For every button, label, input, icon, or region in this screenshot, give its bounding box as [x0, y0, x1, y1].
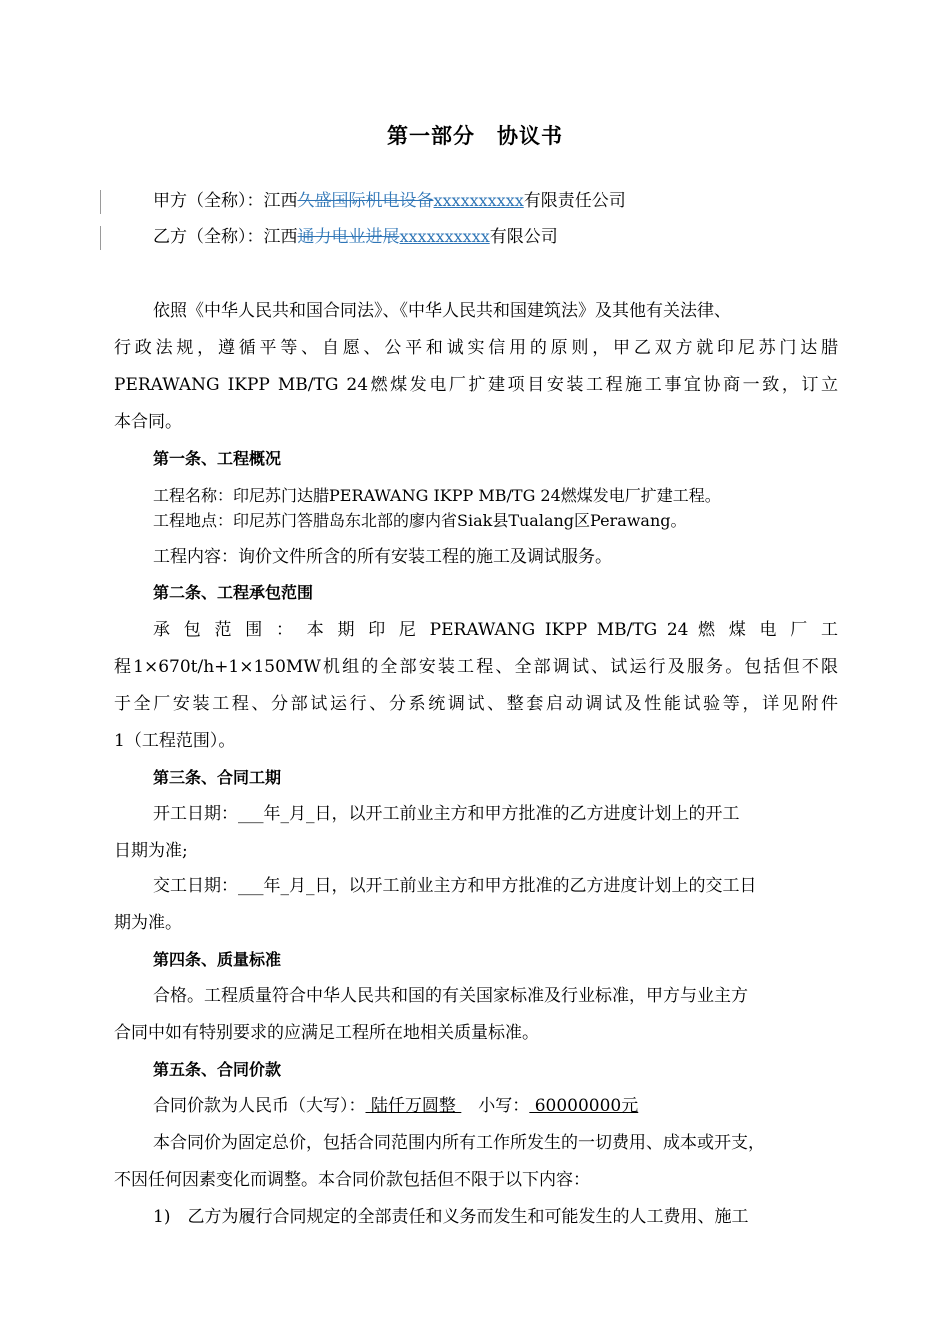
price-item: 1) 乙方为履行合同规定的全部责任和义务而发生和可能发生的人工费用、施工	[153, 1207, 749, 1227]
article-heading: 第一条、工程概况	[153, 449, 282, 468]
price-lower-label: 小写：	[461, 1096, 530, 1116]
party-a-inserted-text: xxxxxxxxxx	[433, 191, 524, 210]
start-date-line: 开工日期：___年_月_日，以开工前业主方和甲方批准的乙方进度计划上的开工	[153, 804, 740, 824]
article-heading: 第三条、合同工期	[153, 768, 282, 787]
end-date-line: 交工日期：___年_月_日，以开工前业主方和甲方批准的乙方进度计划上的交工日	[153, 876, 757, 896]
price-desc-line: 不因任何因素变化而调整。本合同价款包括但不限于以下内容：	[114, 1170, 590, 1190]
scope-line: 程1×670t/h+1×150MW机组的全部安装工程、全部调试、试运行及服务。包括但不限	[114, 657, 838, 677]
party-a-label: 甲方（全称）：江西	[153, 191, 298, 211]
article-heading: 第二条、工程承包范围	[153, 583, 314, 602]
quality-line: 合格。工程质量符合中华人民共和国的有关国家标准及行业标准，甲方与业主方	[153, 986, 748, 1006]
party-b-deleted-text: 通力电业进展	[297, 227, 400, 247]
quality-line: 合同中如有特别要求的应满足工程所在地相关质量标准。	[114, 1023, 539, 1043]
party-b-label: 乙方（全称）：江西	[153, 227, 298, 247]
price-lower-value: 60000000元	[529, 1096, 639, 1116]
page-title: 第一部分 协议书	[387, 124, 563, 148]
price-label: 合同价款为人民币（大写）：	[153, 1096, 366, 1116]
price-line	[153, 1094, 838, 1118]
revision-bar	[100, 190, 101, 214]
intro-line: PERAWANG IKPP MB/TG 24燃煤发电厂扩建项目安装工程施工事宜协商一致，订立	[114, 375, 838, 395]
party-b-inserted-text: xxxxxxxxxx	[399, 227, 490, 246]
article-heading: 第五条、合同价款	[153, 1060, 282, 1079]
article-heading: 第四条、质量标准	[153, 950, 282, 969]
intro-line: 本合同。	[114, 412, 182, 432]
project-location: 工程地点：印尼苏门答腊岛东北部的廖内省Siak县Tualang区Perawang。	[153, 511, 687, 530]
revision-bar	[100, 226, 101, 250]
party-b-line	[153, 225, 838, 249]
end-date-line: 期为准。	[114, 913, 182, 933]
project-content: 工程内容：询价文件所含的所有安装工程的施工及调试服务。	[153, 547, 612, 567]
party-a-line	[153, 189, 838, 213]
price-upper-value: 陆仟万圆整	[365, 1096, 462, 1116]
project-name: 工程名称：印尼苏门达腊PERAWANG IKPP MB/TG 24燃煤发电厂扩建工程。	[153, 486, 721, 505]
intro-line: 行政法规，遵循平等、自愿、公平和诚实信用的原则，甲乙双方就印尼苏门达腊	[114, 338, 838, 358]
start-date-line: 日期为准;	[114, 841, 188, 861]
party-a-suffix: 有限责任公司	[523, 191, 626, 211]
party-b-suffix: 有限公司	[489, 227, 558, 247]
intro-line: 依照《中华人民共和国合同法》、《中华人民共和国建筑法》及其他有关法律、	[153, 301, 731, 321]
price-desc-line: 本合同价为固定总价，包括合同范围内所有工作所发生的一切费用、成本或开支，	[153, 1133, 765, 1153]
scope-line: 于全厂安装工程、分部试运行、分系统调试、整套启动调试及性能试验等，详见附件	[114, 694, 838, 714]
scope-line: 承 包 范 围 ： 本 期 印 尼 PERAWANG IKPP MB/TG 24 燃 煤 电 厂 工	[153, 620, 838, 640]
party-a-deleted-text: 久盛国际机电设备	[297, 191, 434, 211]
scope-line: 1（工程范围）。	[114, 731, 236, 751]
